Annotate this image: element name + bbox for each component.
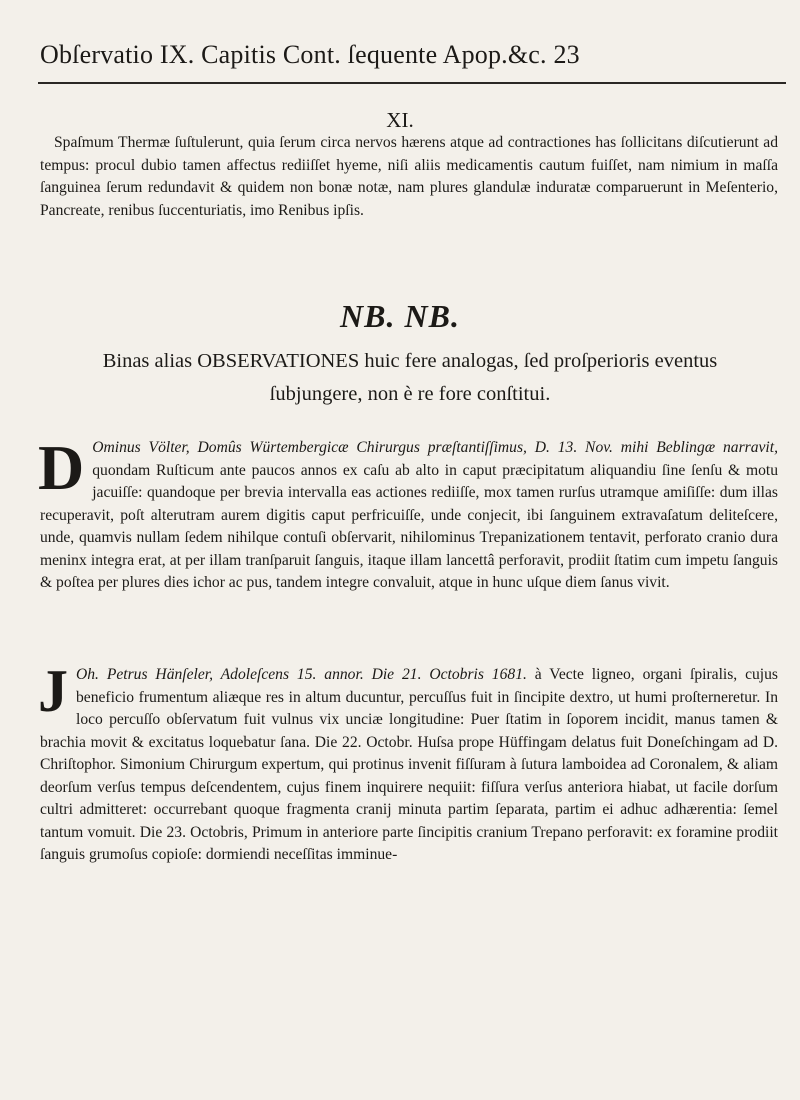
observation-hanseler-lead: Oh. Petrus Hänſeler, Adoleſcens 15. annor. Die 21. Octobris 1681. [76,666,527,683]
observation-volter-lead: Ominus Völter, Domûs Würtembergicæ Chirurgus præſtantiſſimus, D. 13. Nov. mihi Beblingæ narravit, [92,439,778,456]
observation-hanseler-body: à Vecte ligneo, organi ſpiralis, cujus beneficio frumentum aliæque res in altum ducuntur, percuſſus fuit in ſincipite dextro, ut humi proſterneretur. In loco percuſſo obſervatum fuit vulnus vix unciæ longitudine: Puer ſtatim in ſoporem incidit, manus tamen & brachia movit & excitatus loquebatur ſana. Die 22. Octobr. Huſsa prope Hüffingam delatus fuit Doneſchingam ad D. Chriſtophor. Simonium Chirurgum expertum, qui protinus invenit fiſſuram à ſutura lamboidea ad Coronalem, & aliam deorſum verſus tempus deſcendentem, cujus finem inquirere nequiit: fiſſura verſus anteriora hiabat, ut facile dorſum cultri admitteret: occurrebant quoque fragmenta cranij minuta partim ſeparata, partim ei adhuc adhærentia: ſemel tantum vomuit. Die 23. Octobris, Primum in anteriore parte ſincipitis cranium Trepano perforavit: ex foramine prodiit ſanguis grumoſus copioſe: dormiendi neceſſitas imminue- [40,666,779,863]
section-number: XI. [386,108,414,132]
drop-cap-d: D [38,432,85,503]
page-number: 23 [553,40,580,69]
running-title: Obſervatio IX. Capitis Cont. ſequente Apop.&c. [40,40,547,69]
observations-intro: Binas alias OBSERVATIONES huic fere analogas, ſed proſperioris eventus ſubjungere, non è re fore conſtitui. [102,350,718,405]
drop-cap-j: J [38,658,68,724]
paragraph-thermae: Spaſmum Thermæ ſuſtulerunt, quia ſerum circa nervos hærens atque ad contractiones has ſollicitans diſcutierunt ad tempus: procul dubio tamen affectus rediiſſet hyeme, niſi aliis medicamentis cautum fuiſſet, nam nimium in maſſa ſanguinea ſerum redundavit & quidem non bonæ notæ, nam plures glandulæ induratæ comparuerunt in Meſenterio, Pancreate, renibus ſuccenturiatis, imo Renibus ipſis. [40,134,778,219]
nota-bene-heading: NB. NB. [340,298,460,334]
observation-volter-body: quondam Ruſticum ante paucos annos ex caſu ab alto in caput præcipitatum aliquandiu ſine ſenſu & motu jacuiſſe: quandoque per brevia intervalla eas actiones rediiſſe, mox tamen rurſus utramque amiſiſſe: dum illas recuperavit, poſt alterutram aurem digitis caput perfricuiſſe, unde conjecit, ibi ſanguinem extravaſatum delitеſcere, unde, quamvis nullam ſedem nihilque contuſi obſervarit, nihilominus Trepanizationem tentavit, perforato cranio dura meninx integra erat, at per illam tranſparuit ſanguis, itaque illam lancettâ perforavit, prodiit ſtatim cum impetu ſanguis & poſtea per plures dies ichor ac pus, tandem integre convaluit, atque in hunc uſque diem ſanus vivit. [40,461,778,591]
observation-volter [38,432,778,595]
running-head [40,40,780,70]
observation-hanseler [38,658,779,867]
header-rule [38,82,786,84]
